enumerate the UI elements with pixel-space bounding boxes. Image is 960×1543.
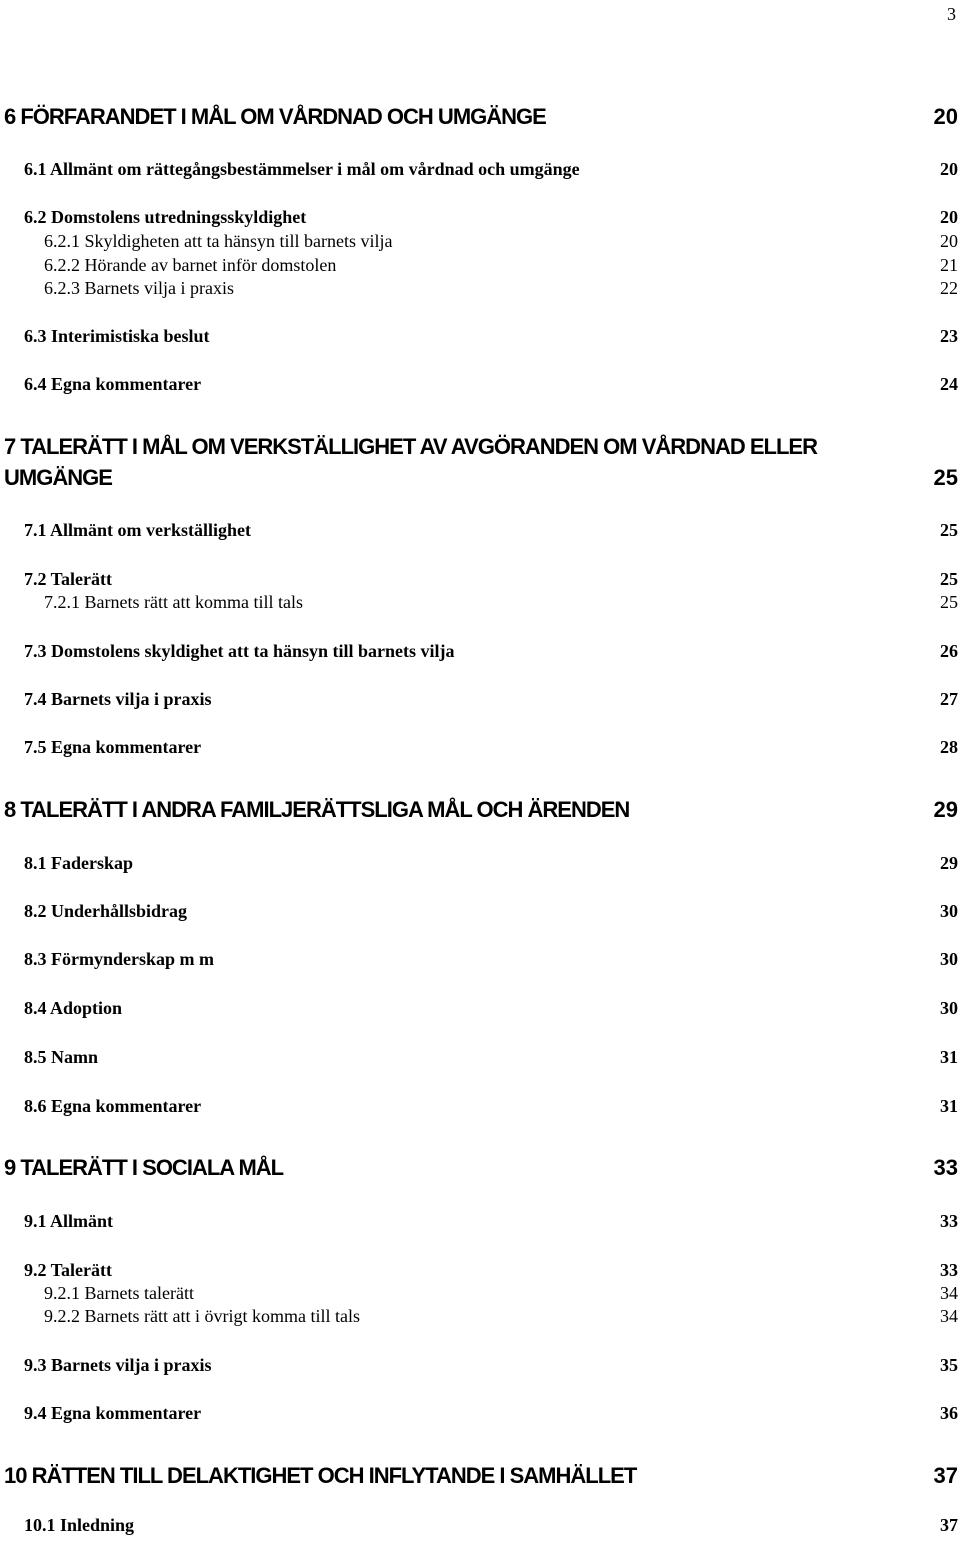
toc-entry-label: 8 TALERÄTT I ANDRA FAMILJERÄTTSLIGA MÅL OCH ÄRENDEN bbox=[4, 797, 630, 822]
toc-entry-10[interactable] bbox=[0, 1461, 960, 1491]
toc-entry-label: 9 TALERÄTT I SOCIALA MÅL bbox=[4, 1155, 284, 1180]
toc-entry-page: 30 bbox=[940, 948, 958, 969]
toc-entry-6-2-3[interactable] bbox=[0, 273, 960, 303]
toc-entry-7-3[interactable] bbox=[0, 636, 960, 666]
toc-entry-label: 6.1 Allmänt om rättegångsbestämmelser i mål om vårdnad och umgänge bbox=[24, 158, 580, 179]
toc-entry-label: 7 TALERÄTT I MÅL OM VERKSTÄLLIGHET AV AVGÖRANDEN OM VÅRDNAD ELLER bbox=[4, 434, 817, 459]
toc-entry-page: 25 bbox=[933, 465, 958, 490]
toc-entry-page: 35 bbox=[940, 1354, 958, 1375]
toc-entry-7-continued[interactable] bbox=[0, 463, 960, 493]
toc-entry-label: 7.4 Barnets vilja i praxis bbox=[24, 688, 212, 709]
toc-entry-page: 23 bbox=[940, 325, 958, 346]
toc-entry-9-1[interactable] bbox=[0, 1206, 960, 1236]
toc-entry-page: 24 bbox=[940, 373, 958, 394]
toc-entry-8-6[interactable] bbox=[0, 1091, 960, 1121]
toc-entry-9-3[interactable] bbox=[0, 1350, 960, 1380]
toc-entry-7-4[interactable] bbox=[0, 684, 960, 714]
toc-entry-page: 25 bbox=[940, 591, 958, 612]
toc-entry-page: 36 bbox=[940, 1402, 958, 1423]
toc-entry-page: 20 bbox=[940, 230, 958, 251]
toc-entry-page: 20 bbox=[940, 206, 958, 227]
toc-entry-page: 29 bbox=[933, 797, 958, 822]
toc-entry-page: 26 bbox=[940, 640, 958, 661]
toc-entry-page: 37 bbox=[933, 1463, 958, 1488]
toc-entry-7[interactable] bbox=[0, 432, 960, 462]
toc-entry-page: 31 bbox=[940, 1095, 958, 1116]
toc-entry-label: 9.2.1 Barnets talerätt bbox=[44, 1282, 194, 1303]
page-number: 3 bbox=[947, 4, 956, 24]
toc-entry-label: 6.2 Domstolens utredningsskyldighet bbox=[24, 206, 307, 227]
toc-entry-page: 27 bbox=[940, 688, 958, 709]
toc-entry-label: 8.4 Adoption bbox=[24, 997, 123, 1018]
toc-entry-page: 28 bbox=[940, 736, 958, 757]
toc-entry-6-4[interactable] bbox=[0, 369, 960, 399]
toc-entry-7-2-1[interactable] bbox=[0, 587, 960, 617]
toc-entry-label: 8.2 Underhållsbidrag bbox=[24, 900, 188, 921]
toc-entry-label: 7.3 Domstolens skyldighet att ta hänsyn till barnets vilja bbox=[24, 640, 455, 661]
toc-entry-page: 20 bbox=[933, 104, 958, 129]
toc-entry-7-5[interactable] bbox=[0, 732, 960, 762]
toc-entry-label: 9.4 Egna kommentarer bbox=[24, 1402, 202, 1423]
toc-entry-label: 7.2.1 Barnets rätt att komma till tals bbox=[44, 591, 303, 612]
toc-entry-label: 9.2 Talerätt bbox=[24, 1259, 112, 1280]
toc-entry-page: 33 bbox=[933, 1155, 958, 1180]
toc-entry-label: 6 FÖRFARANDET I MÅL OM VÅRDNAD OCH UMGÄNGE bbox=[4, 104, 546, 129]
toc-entry-label: 9.3 Barnets vilja i praxis bbox=[24, 1354, 212, 1375]
toc-entry-page: 20 bbox=[940, 158, 958, 179]
toc-entry-8-1[interactable] bbox=[0, 848, 960, 878]
toc-entry-8[interactable] bbox=[0, 795, 960, 825]
toc-entry-8-2[interactable] bbox=[0, 896, 960, 926]
toc-entry-label: 6.2.3 Barnets vilja i praxis bbox=[44, 277, 234, 298]
toc-entry-page: 29 bbox=[940, 852, 958, 873]
toc-entry-label: 8.5 Namn bbox=[24, 1046, 99, 1067]
toc-entry-10-1[interactable] bbox=[0, 1510, 960, 1540]
toc-entry-label: 6.3 Interimistiska beslut bbox=[24, 325, 210, 346]
toc-entry-label: 10.1 Inledning bbox=[24, 1514, 135, 1535]
toc-entry-page: 30 bbox=[940, 997, 958, 1018]
toc-entry-page: 25 bbox=[940, 568, 958, 589]
toc-entry-label: 6.4 Egna kommentarer bbox=[24, 373, 202, 394]
toc-entry-page: 33 bbox=[940, 1210, 958, 1231]
toc-entry-9[interactable] bbox=[0, 1153, 960, 1183]
toc-entry-page: 25 bbox=[940, 519, 958, 540]
toc-entry-6-1[interactable] bbox=[0, 154, 960, 184]
toc-entry-page: 37 bbox=[940, 1514, 958, 1535]
toc-entry-6[interactable] bbox=[0, 102, 960, 132]
toc-entry-page: 33 bbox=[940, 1259, 958, 1280]
toc-entry-label: 8.6 Egna kommentarer bbox=[24, 1095, 202, 1116]
toc-entry-9-2-2[interactable] bbox=[0, 1301, 960, 1331]
toc-entry-label-continued: UMGÄNGE bbox=[4, 465, 112, 490]
toc-entry-9-4[interactable] bbox=[0, 1398, 960, 1428]
toc-entry-label: 8.3 Förmynderskap m m bbox=[24, 948, 214, 969]
toc-entry-7-1[interactable] bbox=[0, 515, 960, 545]
toc-entry-label: 6.2.1 Skyldigheten att ta hänsyn till barnets vilja bbox=[44, 230, 393, 251]
toc-entry-page: 34 bbox=[940, 1282, 958, 1303]
toc-entry-label: 9.2.2 Barnets rätt att i övrigt komma till tals bbox=[44, 1305, 360, 1326]
toc-entry-page: 34 bbox=[940, 1305, 958, 1326]
toc-entry-8-3[interactable] bbox=[0, 944, 960, 974]
toc-entry-label: 7.5 Egna kommentarer bbox=[24, 736, 202, 757]
toc-entry-page: 22 bbox=[940, 277, 958, 298]
toc-entry-label: 7.2 Talerätt bbox=[24, 568, 112, 589]
toc-entry-page: 30 bbox=[940, 900, 958, 921]
toc-entry-8-5[interactable] bbox=[0, 1042, 960, 1072]
toc-entry-6-3[interactable] bbox=[0, 321, 960, 351]
toc-entry-8-4[interactable] bbox=[0, 993, 960, 1023]
toc-entry-label: 10 RÄTTEN TILL DELAKTIGHET OCH INFLYTANDE I SAMHÄLLET bbox=[4, 1463, 637, 1488]
toc-entry-label: 7.1 Allmänt om verkställighet bbox=[24, 519, 251, 540]
toc-entry-label: 6.2.2 Hörande av barnet inför domstolen bbox=[44, 254, 337, 275]
toc-entry-label: 9.1 Allmänt bbox=[24, 1210, 114, 1231]
toc-entry-page: 21 bbox=[940, 254, 958, 275]
toc-entry-label: 8.1 Faderskap bbox=[24, 852, 134, 873]
toc-entry-page: 31 bbox=[940, 1046, 958, 1067]
